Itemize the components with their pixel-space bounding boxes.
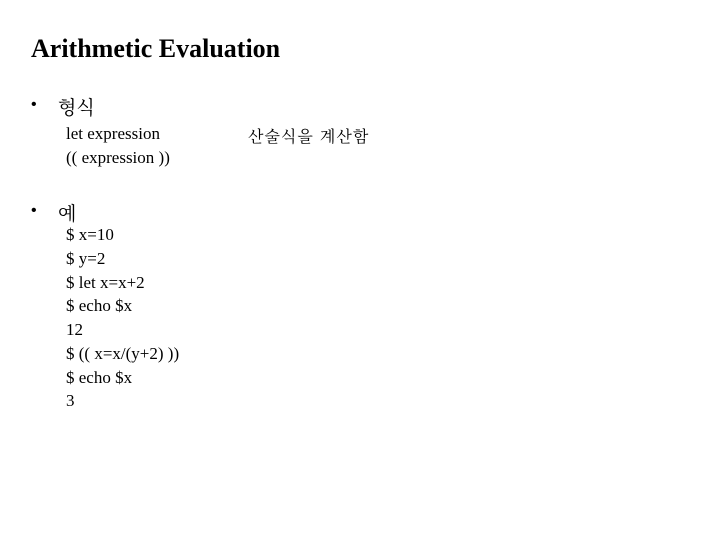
format-note: 산술식을 계산함 (248, 127, 370, 146)
example-line: $ y=2 (66, 249, 106, 268)
bullet-icon: • (31, 96, 37, 113)
example-line: $ x=10 (66, 225, 114, 244)
example-line: 3 (66, 391, 75, 410)
format-line: (( expression )) (66, 148, 170, 167)
bullet-icon: • (31, 202, 37, 219)
example-line: $ let x=x+2 (66, 273, 145, 292)
example-heading: 예 (58, 203, 77, 225)
format-line: let expression (66, 124, 160, 143)
page-title: Arithmetic Evaluation (31, 34, 281, 63)
format-heading: 형식 (58, 97, 95, 119)
example-line: $ echo $x (66, 368, 133, 387)
example-line: 12 (66, 320, 83, 339)
example-line: $ (( x=x/(y+2) )) (66, 344, 180, 363)
example-line: $ echo $x (66, 296, 133, 315)
